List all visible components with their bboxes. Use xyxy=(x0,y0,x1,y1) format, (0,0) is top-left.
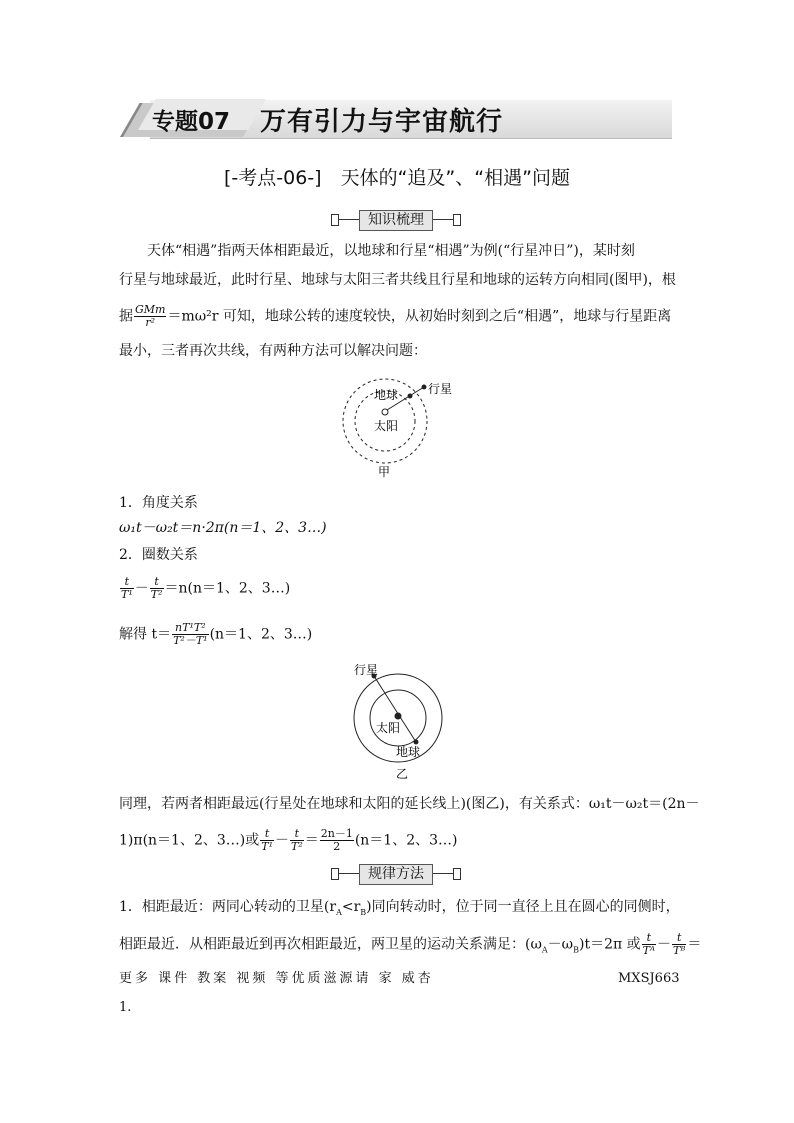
rule1-line1: 1．相距最近：两同心转动的卫星$(r_A<r_B)$同向转动时，位于同一直径上且在圆心的同侧时， xyxy=(119,899,680,917)
figure-jia xyxy=(330,366,460,486)
fig1-planet-label: 行星 xyxy=(428,382,453,396)
section-label: 知识梳理 xyxy=(359,210,433,231)
section-header-methods xyxy=(331,864,461,884)
section-header-knowledge xyxy=(331,210,461,230)
fig2-planet-label: 行星 xyxy=(354,663,379,677)
method1-formula: ω₁t－ω₂t＝n·2π(n＝1、2、3…) xyxy=(119,520,327,536)
para1-line3: 据 $\frac{\text{GMm}}{\text{r²}}$ ＝mω²r 可知，地球公转的速度较快，从初始时刻到之后“相遇”，地球与行星距离 xyxy=(119,303,672,329)
banner-topic: 专题07 xyxy=(152,109,231,135)
rule1-line2: 相距最近．从相距最近到再次相距最近，两卫星的运动关系满足：$(\omega_A-\omega_B)t=2\pi$ 或 $\frac{t}{\text{Tᴬ}}$ － $\frac{t}{\text{Tᴮ}}$ ＝ xyxy=(119,931,702,957)
method2-heading: 2．圈数关系 xyxy=(119,547,198,563)
method2-solution: 解得 t＝ $\frac{\text{nT¹T²}}{\text{T²－T¹}}$ (n＝1、2、3…) xyxy=(119,621,313,647)
fig2-caption: 乙 xyxy=(396,767,409,781)
para1-line1: 天体“相遇”指两天体相距最近，以地球和行星“相遇”为例(“行星冲日”)，某时刻 xyxy=(147,243,635,259)
fig1-sun-label: 太阳 xyxy=(374,419,399,433)
chapter-banner xyxy=(120,99,672,139)
method2-formula: $\frac{t}{\text{T¹}}$ － $\frac{t}{\text{T²}}$ ＝n(n＝1、2、3…) xyxy=(121,575,291,601)
fig1-earth-label: 地球 xyxy=(374,388,399,402)
figure-yi xyxy=(340,660,460,785)
fig2-sun-label: 太阳 xyxy=(376,721,401,735)
para1-line4: 最小，三者再次共线，有两种方法可以解决问题： xyxy=(119,343,427,359)
para2-line2: 1)π(n＝1、2、3…)或 $\frac{t}{\text{T¹}}$ － $\frac{t}{\text{T²}}$ ＝ $\frac{2n-1}{2}$ (n＝1、2、3…) xyxy=(119,827,458,853)
section-label: 规律方法 xyxy=(359,864,433,885)
para1-line2: 行星与地球最近，此时行星、地球与太阳三者共线且行星和地球的运转方向相同(图甲)，根 xyxy=(119,272,676,288)
banner-title: 万有引力与宇宙航行 xyxy=(260,107,504,137)
fig2-earth-label: 地球 xyxy=(396,745,421,759)
fig1-caption: 甲 xyxy=(378,465,391,479)
tail-text: 1. xyxy=(119,1000,132,1015)
method1-heading: 1．角度关系 xyxy=(119,495,198,511)
para2-line1: 同理，若两者相距最远(行星处在地球和太阳的延长线上)(图乙)，有关系式：ω₁t－ω₂t＝(2n－ xyxy=(119,796,700,812)
subtitle: [-考点-06-] 天体的“追及”、“相遇”问题 xyxy=(224,167,570,189)
footer-ad: 更多 课件 教案 视频 等优质滋源请 家 威杏 xyxy=(119,971,434,986)
footer-code: MXSJ663 xyxy=(618,971,680,986)
fraction-gmm: $\frac{\text{GMm}}{\text{r²}}$ xyxy=(135,303,166,329)
